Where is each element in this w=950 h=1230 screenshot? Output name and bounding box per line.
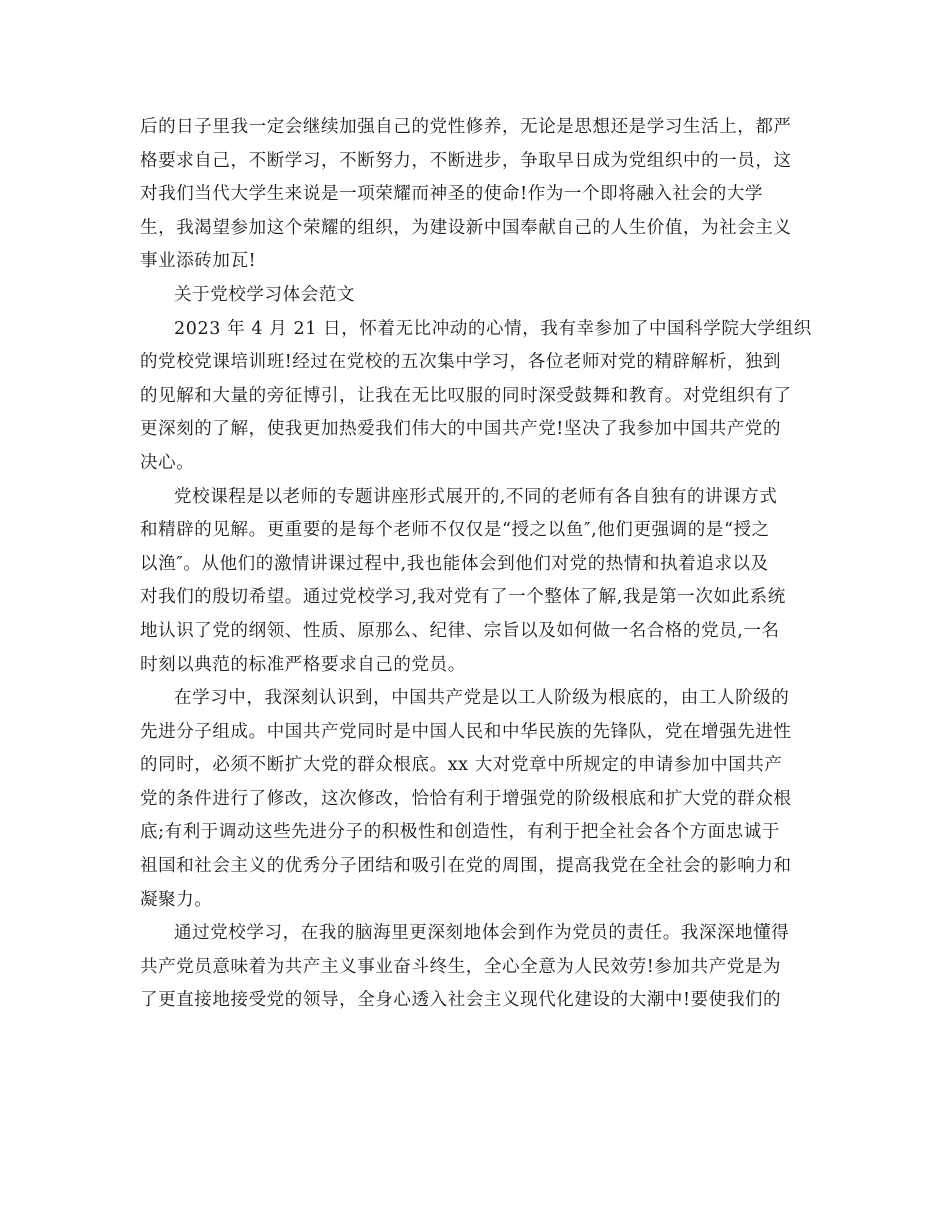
text-line: 党校课程是以老师的专题讲座形式展开的,不同的老师有各自独有的讲课方式	[174, 486, 778, 507]
text-line: 和精辟的见解。更重要的是每个老师不仅仅是“授之以鱼″,他们更强调的是“授之	[140, 520, 770, 541]
text-line: 地认识了党的纲领、性质、原那么、纪律、宗旨以及如何做一名合格的党员,一名	[140, 620, 780, 641]
text-line: 了更直接地接受党的领导，全身心透入社会主义现代化建设的大潮中!要使我们的	[140, 990, 782, 1011]
text-line: 决心。	[140, 452, 195, 473]
text-line: 在学习中，我深刻认识到，中国共产党是以工人阶级为根底的，由工人阶级的	[174, 688, 790, 709]
text-line: 的见解和大量的旁征博引，让我在无比叹服的同时深受鼓舞和教育。对党组织有了	[140, 385, 792, 406]
section-heading: 关于党校学习体会范文	[174, 284, 355, 305]
text-line: 党的条件进行了修改，这次修改，恰恰有利于增强党的阶级根底和扩大党的群众根	[140, 788, 792, 809]
text-line: 2023 年 4 月 21 日，怀着无比冲动的心情，我有幸参加了中国科学院大学组织	[174, 318, 812, 339]
text-line: 先进分子组成。中国共产党同时是中国人民和中华民族的先锋队，党在增强先进性	[140, 721, 792, 742]
text-line: 对我们的殷切希望。通过党校学习,我对党有了一个整体了解,我是第一次如此系统	[140, 587, 786, 608]
text-line: 格要求自己，不断学习，不断努力，不断进步，争取早日成为党组织中的一员，这	[140, 150, 792, 171]
text-line: 事业添砖加瓦!	[140, 251, 257, 272]
text-line: 祖国和社会主义的优秀分子团结和吸引在党的周围，提高我党在全社会的影响力和	[140, 856, 792, 877]
text-line: 时刻以典范的标准严格要求自己的党员。	[140, 654, 466, 675]
document-body	[140, 111, 820, 1018]
text-line: 共产党员意味着为共产主义事业奋斗终生，全心全意为人民效劳!参加共产党是为	[140, 956, 782, 977]
text-line: 更深刻的了解，使我更加热爱我们伟大的中国共产党!坚决了我参加中国共产党的	[140, 419, 782, 440]
text-line: 以渔″。从他们的激情讲课过程中,我也能体会到他们对党的热情和执着追求以及	[140, 553, 769, 574]
text-line: 凝聚力。	[140, 889, 213, 910]
text-line: 通过党校学习，在我的脑海里更深刻地体会到作为党员的责任。我深深地懂得	[174, 923, 790, 944]
text-line: 对我们当代大学生来说是一项荣耀而神圣的使命!作为一个即将融入社会的大学	[140, 184, 764, 205]
text-line: 生，我渴望参加这个荣耀的组织，为建设新中国奉献自己的人生价值，为社会主义	[140, 217, 792, 238]
text-line: 的党校党课培训班!经过在党校的五次集中学习，各位老师对党的精辟解析，独到	[140, 352, 782, 373]
text-line: 后的日子里我一定会继续加强自己的党性修养，无论是思想还是学习生活上，都严	[140, 117, 792, 137]
text-line: 底;有利于调动这些先进分子的积极性和创造性，有利于把全社会各个方面忠诚于	[140, 822, 780, 843]
text-line: 的同时，必须不断扩大党的群众根底。xx 大对党章中所规定的申请参加中国共产	[140, 755, 783, 776]
